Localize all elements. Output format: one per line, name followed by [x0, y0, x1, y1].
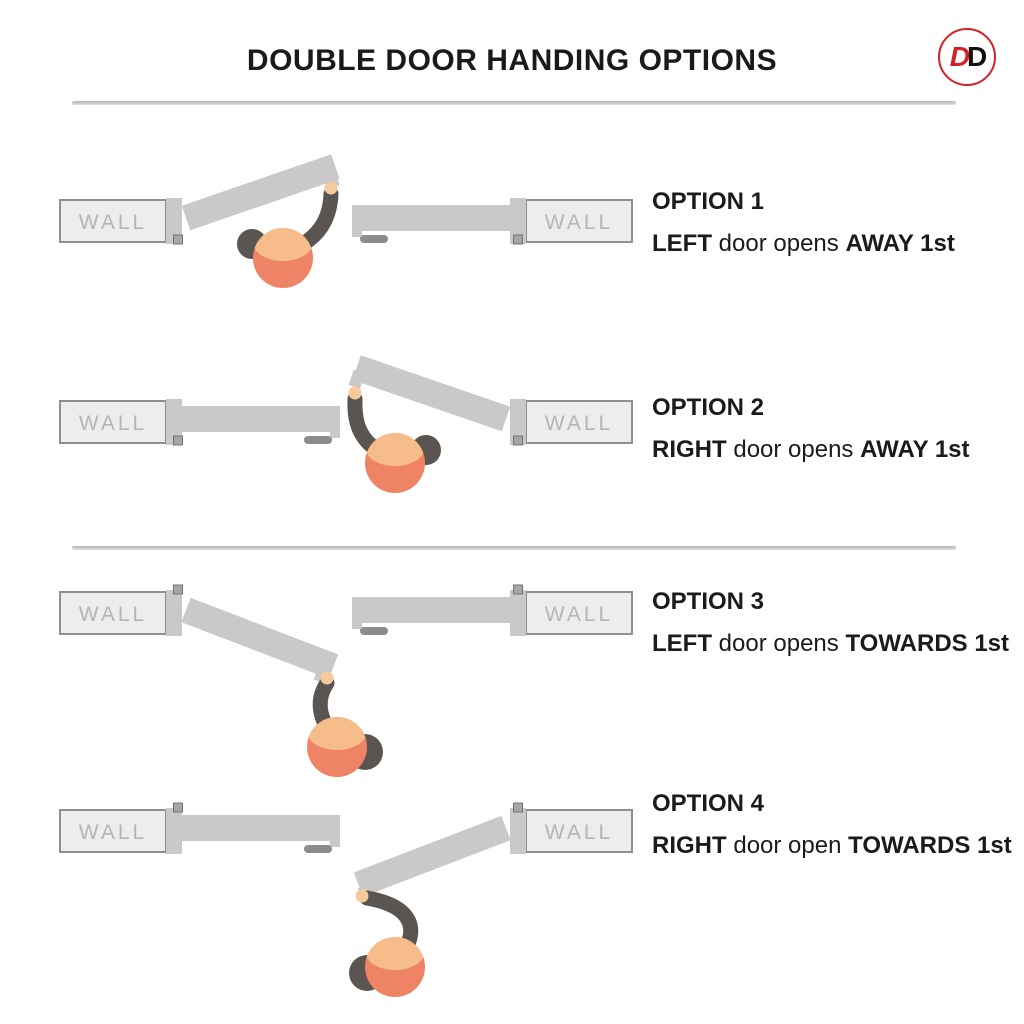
option-2-title: OPTION 2 — [652, 394, 765, 421]
wall-right-label: WALL — [544, 211, 614, 234]
section-divider — [72, 546, 956, 550]
hinge-right — [514, 436, 523, 445]
person-hair — [254, 227, 312, 261]
person-hand — [325, 182, 338, 195]
option-4-title: OPTION 4 — [652, 790, 765, 817]
desc-segment: door opens — [712, 630, 846, 657]
door-right-leaf — [354, 816, 511, 897]
desc-segment: TOWARDS 1st — [848, 832, 1012, 859]
door-left-closed — [182, 815, 340, 841]
page-title: DOUBLE DOOR HANDING OPTIONS — [246, 44, 778, 77]
option-4-description — [652, 832, 1024, 860]
option-1-title: OPTION 1 — [652, 188, 765, 215]
door-frame-right — [510, 590, 526, 636]
door-frame-right — [510, 808, 526, 854]
desc-segment: TOWARDS 1st — [845, 630, 1010, 657]
door-right-handle — [360, 235, 388, 243]
door-right-edge-step — [352, 613, 362, 629]
hinge-right — [514, 235, 523, 244]
header-divider — [72, 101, 956, 105]
door-left-leaf — [182, 154, 340, 230]
option-1-description — [652, 230, 1024, 258]
person-hair — [366, 432, 424, 466]
desc-segment: door opens — [712, 230, 846, 257]
desc-segment: LEFT — [652, 630, 712, 657]
option-3-diagram — [40, 560, 640, 795]
desc-segment: LEFT — [652, 230, 712, 257]
door-left-edge-step — [330, 422, 340, 438]
person-hand — [356, 890, 369, 903]
desc-segment: RIGHT — [652, 832, 727, 859]
desc-segment: door open — [726, 832, 849, 859]
option-3-description — [652, 630, 1024, 658]
brand-logo — [938, 28, 996, 86]
wall-right-label: WALL — [544, 821, 614, 844]
option-2-description — [652, 436, 1024, 464]
hinge-right — [514, 585, 523, 594]
door-frame-left — [166, 590, 182, 636]
wall-right-label: WALL — [544, 412, 614, 435]
door-right-handle — [360, 627, 388, 635]
option-2-label-block — [652, 394, 1024, 464]
door-left-closed — [182, 406, 340, 432]
door-right-open — [352, 816, 513, 903]
wall-left-label: WALL — [78, 821, 148, 844]
person-hand — [349, 387, 362, 400]
wall-right-label: WALL — [544, 603, 614, 626]
desc-segment: RIGHT — [652, 436, 727, 463]
option-2-diagram — [40, 345, 640, 525]
wall-left-label: WALL — [78, 603, 148, 626]
door-left-handle — [304, 845, 332, 853]
option-3-label-block — [652, 588, 1024, 658]
door-right-closed — [352, 205, 510, 231]
hinge-left — [174, 235, 183, 244]
desc-segment: AWAY 1st — [845, 230, 955, 257]
door-right-closed — [352, 597, 510, 623]
wall-left-label: WALL — [78, 412, 148, 435]
desc-segment: AWAY 1st — [860, 436, 970, 463]
logo-letter-d2: D — [967, 41, 985, 72]
option-4-diagram — [40, 770, 640, 1020]
desc-segment: door opens — [726, 436, 861, 463]
hinge-left — [174, 585, 183, 594]
door-left-leaf — [181, 598, 338, 679]
door-frame-left — [166, 808, 182, 854]
door-left-open — [179, 598, 338, 684]
wall-left-label: WALL — [78, 211, 148, 234]
door-right-edge-step — [352, 221, 362, 237]
logo-letter-d1: D — [949, 41, 967, 72]
option-1-diagram — [40, 140, 640, 320]
option-4-label-block — [652, 790, 1024, 860]
option-1-label-block — [652, 188, 1024, 258]
hinge-left — [174, 436, 183, 445]
hinge-right — [514, 803, 523, 812]
door-left-edge-step — [330, 831, 340, 847]
door-left-handle — [304, 436, 332, 444]
hinge-left — [174, 803, 183, 812]
person-hand — [321, 672, 334, 685]
door-right-leaf — [352, 355, 510, 431]
option-3-title: OPTION 3 — [652, 588, 765, 615]
door-right-open — [349, 355, 511, 437]
